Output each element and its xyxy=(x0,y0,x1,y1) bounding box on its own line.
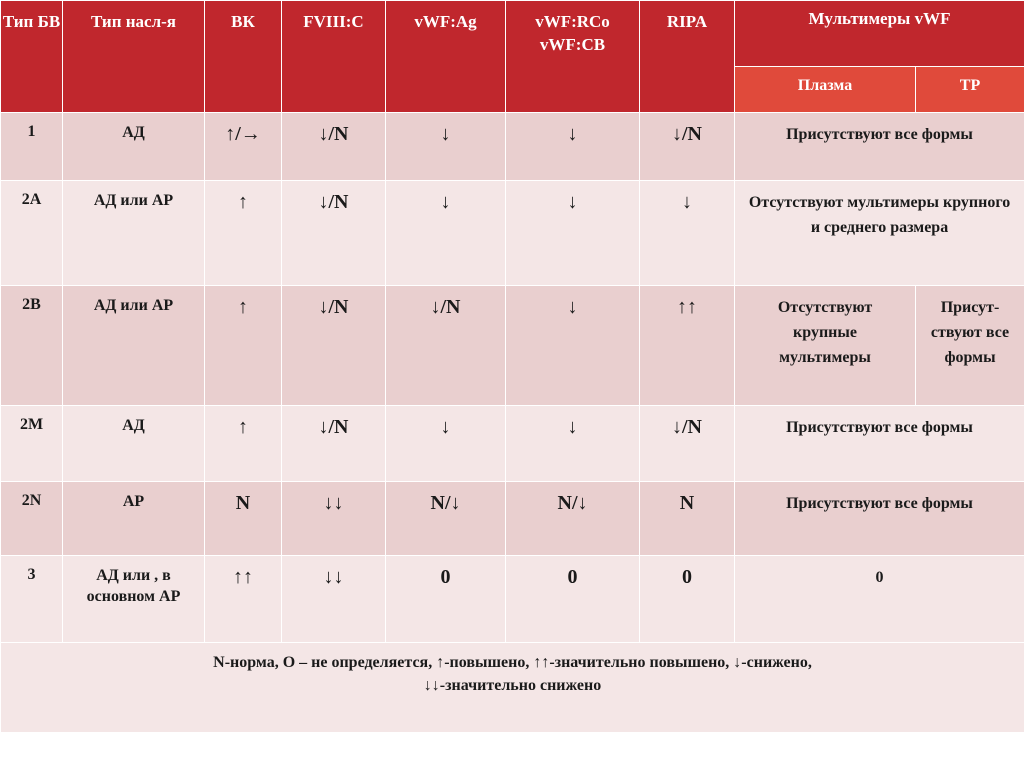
table-row xyxy=(1,482,1024,556)
cell-vk: N xyxy=(205,482,282,556)
table-row xyxy=(1,406,1024,482)
cell-vk: ↑ xyxy=(205,181,282,286)
header-vwf-rco: vWF:RCo vWF:CB xyxy=(506,1,640,113)
table-row xyxy=(1,556,1024,643)
cell-inheritance: АР xyxy=(63,482,205,556)
cell-fviii: ↓↓ xyxy=(282,556,386,643)
footnote xyxy=(1,643,1024,733)
cell-vwf-rco: ↓ xyxy=(506,286,640,406)
header-multimers: Мультимеры vWF xyxy=(735,1,1024,67)
cell-multimers: Присутствуют все формы xyxy=(735,406,1024,482)
header-vk: ВК xyxy=(205,1,282,113)
cell-type: 3 xyxy=(1,556,63,643)
cell-inheritance: АД или АР xyxy=(63,286,205,406)
cell-fviii: ↓↓ xyxy=(282,482,386,556)
cell-vk: ↑/→ xyxy=(205,113,282,181)
cell-multimers: Отсутствуют мультимеры крупного и среднего размера xyxy=(735,181,1024,286)
cell-multimers-plasma: Отсутствуют крупные мультимеры xyxy=(735,286,916,406)
cell-vwf-ag: ↓ xyxy=(386,113,506,181)
cell-type: 1 xyxy=(1,113,63,181)
cell-multimers: Присутствуют все формы xyxy=(735,113,1024,181)
cell-vk: ↑↑ xyxy=(205,556,282,643)
header-vwf-ag: vWF:Ag xyxy=(386,1,506,113)
cell-multimers-tp: Присут-ствуют все формы xyxy=(916,286,1024,406)
cell-vwf-ag: ↓ xyxy=(386,181,506,286)
cell-fviii: ↓/N xyxy=(282,286,386,406)
footnote-line-2: ↓↓-значительно снижено xyxy=(423,677,602,695)
cell-type: 2N xyxy=(1,482,63,556)
table-row xyxy=(1,286,1024,406)
cell-multimers: Присутствуют все формы xyxy=(735,482,1024,556)
header-fviii: FVIII:C xyxy=(282,1,386,113)
cell-inheritance: АД xyxy=(63,406,205,482)
cell-inheritance: АД или , в основном АР xyxy=(63,556,205,643)
cell-vwf-ag: N/↓ xyxy=(386,482,506,556)
header-type: Тип БВ xyxy=(1,1,63,113)
table-row xyxy=(1,181,1024,286)
cell-type: 2B xyxy=(1,286,63,406)
cell-fviii: ↓/N xyxy=(282,406,386,482)
cell-type: 2M xyxy=(1,406,63,482)
table-row xyxy=(1,113,1024,181)
cell-fviii: ↓/N xyxy=(282,113,386,181)
header-plasma: Плазма xyxy=(735,67,916,113)
cell-ripa: N xyxy=(640,482,735,556)
footnote-row xyxy=(1,643,1024,733)
footnote-line-1: N-норма, О – не определяется, ↑-повышено, ↑↑-значительно повышено, ↓-снижено, xyxy=(213,654,812,671)
cell-ripa: ↑↑ xyxy=(640,286,735,406)
header-tp: ТР xyxy=(916,67,1024,113)
cell-vk: ↑ xyxy=(205,406,282,482)
cell-ripa: ↓ xyxy=(640,181,735,286)
cell-vwf-rco: ↓ xyxy=(506,113,640,181)
cell-ripa: 0 xyxy=(640,556,735,643)
cell-inheritance: АД xyxy=(63,113,205,181)
cell-ripa: ↓/N xyxy=(640,406,735,482)
header-inheritance: Тип насл-я xyxy=(63,1,205,113)
cell-multimers: 0 xyxy=(735,556,1024,643)
cell-vwf-rco: ↓ xyxy=(506,181,640,286)
cell-vk: ↑ xyxy=(205,286,282,406)
cell-vwf-ag: 0 xyxy=(386,556,506,643)
cell-vwf-ag: ↓/N xyxy=(386,286,506,406)
cell-vwf-rco: N/↓ xyxy=(506,482,640,556)
cell-inheritance: АД или АР xyxy=(63,181,205,286)
cell-vwf-ag: ↓ xyxy=(386,406,506,482)
cell-vwf-rco: 0 xyxy=(506,556,640,643)
header-ripa: RIPA xyxy=(640,1,735,113)
cell-ripa: ↓/N xyxy=(640,113,735,181)
cell-vwf-rco: ↓ xyxy=(506,406,640,482)
cell-fviii: ↓/N xyxy=(282,181,386,286)
cell-type: 2A xyxy=(1,181,63,286)
